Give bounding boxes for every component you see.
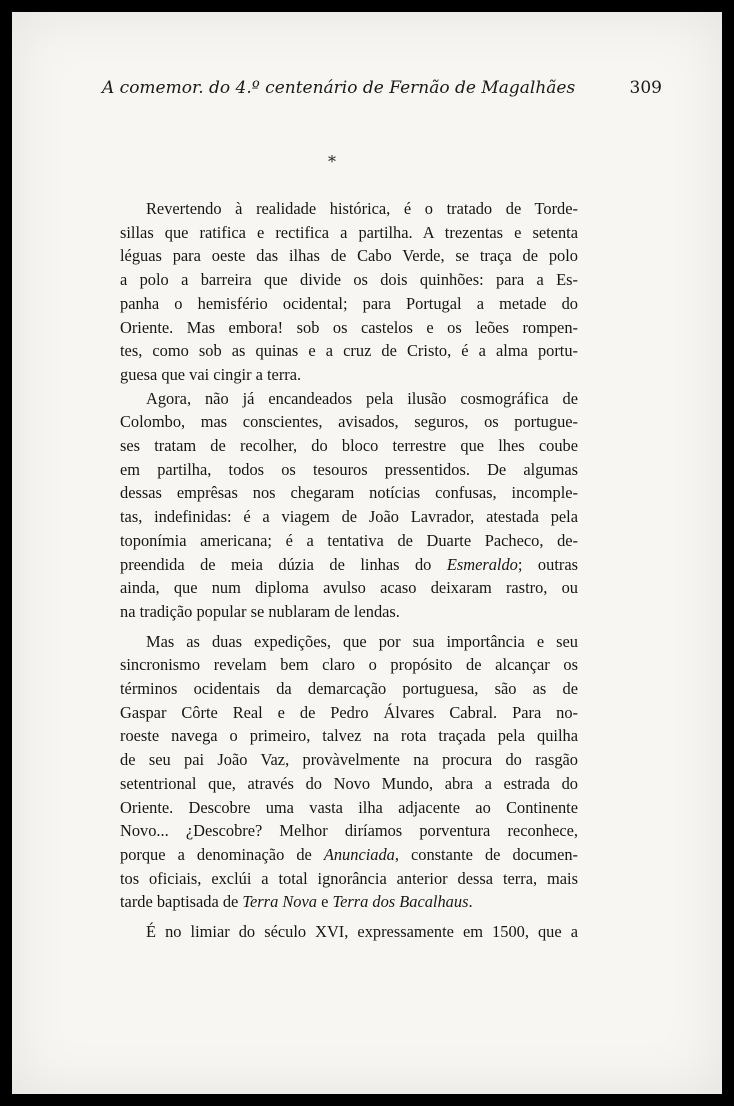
text-line: ses tratam de recolher, do bloco terrestre que lhes coube [120, 436, 578, 456]
body-text [120, 197, 578, 944]
text-line: tos oficiais, exclúi a total ignorância anterior dessa terra, mais [120, 868, 578, 888]
text-line: em partilha, todos os tesouros pressentidos. De algumas [120, 459, 578, 479]
text-line: preendida de meia dúzia de linhas do Esmeraldo; outras [120, 554, 578, 574]
text-line: sincronismo revelam bem claro o propósito de alcançar os [120, 655, 578, 675]
text-line: Colombo, mas conscientes, avisados, seguros, os portugue- [120, 412, 578, 432]
text-line: setentrional que, através do Novo Mundo, abra a estrada do [120, 773, 578, 793]
text-line: guesa que vai cingir a terra. [120, 364, 302, 384]
text-line: Oriente. Mas embora! sob os castelos e os leões rompen- [120, 317, 578, 337]
section-ornament: * [328, 152, 336, 171]
text-line: Revertendo à realidade histórica, é o tratado de Torde- [146, 199, 578, 218]
text-line: de seu pai João Vaz, provàvelmente na procura do rasgão [120, 750, 578, 770]
paragraph-1 [120, 197, 578, 387]
text-line: léguas para oeste das ilhas de Cabo Verde, se traça de polo [120, 246, 578, 266]
text-line: sillas que ratifica e rectifica a partilha. A trezentas e setenta [120, 222, 578, 242]
text-line: a polo a barreira que divide os dois quinhões: para a Es- [120, 270, 578, 290]
text-line: tes, como sob as quinas e a cruz de Cristo, é a alma portu- [120, 341, 578, 361]
text-line: panha o hemisfério ocidental; para Portugal a metade do [120, 293, 578, 313]
text-line: Oriente. Descobre uma vasta ilha adjacente ao Continente [120, 797, 578, 817]
text-line: na tradição popular se nublaram de lendas. [120, 601, 400, 621]
running-title: A comemor. do 4.º centenário de Fernão de Magalhães [102, 78, 576, 98]
book-page [12, 12, 722, 1094]
text-line: É no limiar do século XVI, expressamente em 1500, que a [146, 922, 578, 942]
text-line: términos ocidentais da demarcação portuguesa, são as de [120, 679, 578, 699]
text-line: Novo... ¿Descobre? Melhor diríamos porventura reconhece, [120, 821, 578, 841]
text-line: dessas emprêsas nos chegaram notícias confusas, incomple- [120, 483, 578, 503]
text-line: porque a denominação de Anunciada, constante de documen- [120, 844, 579, 864]
text-line: toponímia americana; é a tentativa de Duarte Pacheco, de- [120, 530, 578, 550]
paragraph-4 [120, 920, 578, 944]
text-line: Mas as duas expedições, que por sua importância e seu [146, 631, 578, 651]
text-line: roeste navega o primeiro, talvez na rota traçada pela quilha [120, 726, 578, 746]
text-line: tarde baptisada de Terra Nova e Terra dos Bacalhaus. [120, 892, 473, 912]
paragraph-3 [120, 630, 578, 914]
page-number: 309 [629, 78, 662, 98]
text-line: Agora, não já encandeados pela ilusão cosmográfica de [146, 388, 578, 408]
paragraph-2 [120, 387, 578, 624]
text-line: Gaspar Côrte Real e de Pedro Álvares Cabral. Para no- [120, 702, 578, 722]
text-line: tas, indefinidas: é a viagem de João Lavrador, atestada pela [120, 507, 578, 527]
text-line: ainda, que num diploma avulso acaso deixaram rastro, ou [120, 578, 578, 598]
